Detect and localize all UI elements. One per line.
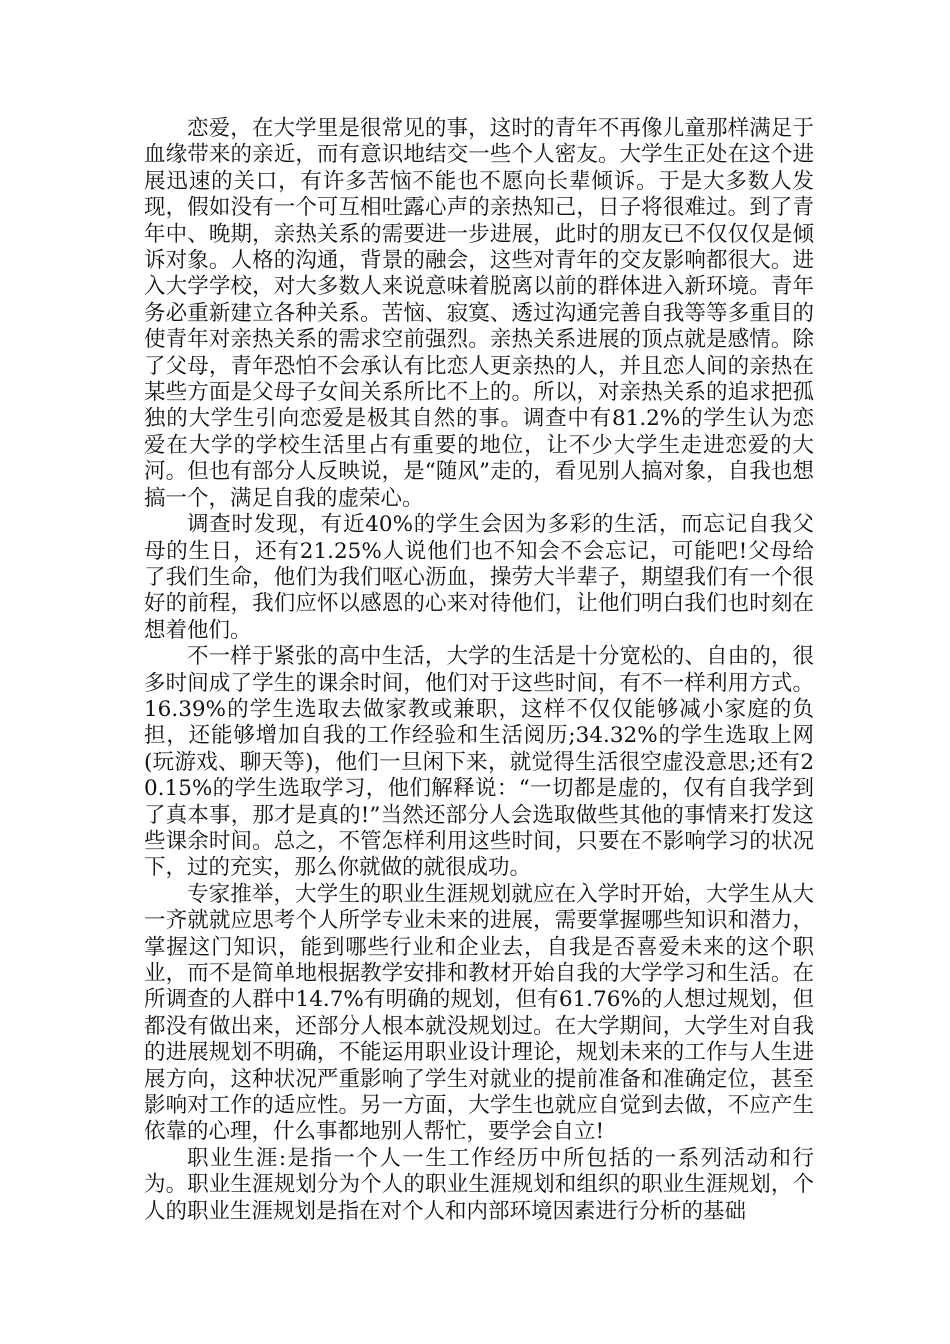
paragraph-career-planning: 专家推举，大学生的职业生涯规划就应在入学时开始，大学生从大一齐就就应思考个人所学专业未来的进展，需要掌握哪些知识和潜力，掌握这门知识，能到哪些行业和企业去，自我是否喜爱未来的这个职业，而不是简单地根据教学安排和教材开始自我的大学学习和生活。在所调查的人群中14.7%有明确的规划，但有61.76%的人想过规划，但都没有做出来，还部分人根本就没规划过。在大学期间，大学生对自我的进展规划不明确，不能运用职业设计理论，规划未来的工作与人生进展方向，这种状况严重影响了学生对就业的提前准备和准确定位，甚至影响对工作的适应性。另一方面，大学生也就应自觉到去做，不应产生依靠的心理，什么事都地别人帮忙，要学会自立! [144,881,814,1145]
document-page [144,116,814,1225]
paragraph-parents-birthday: 调查时发现，有近40%的学生会因为多彩的生活，而忘记自我父母的生日，还有21.25%人说他们也不知会不会忘记，可能吧!父母给了我们生命，他们为我们呕心沥血，操劳大半辈子，期望我们有一个很好的前程，我们应怀以感恩的心来对待他们，让他们明白我们也时刻在想着他们。 [144,512,814,643]
paragraph-romance: 恋爱，在大学里是很常见的事，这时的青年不再像儿童那样满足于血缘带来的亲近，而有意识地结交一些个人密友。大学生正处在这个进展迅速的关口，有许多苦恼不能也不愿向长辈倾诉。于是大多数人发现，假如没有一个可互相吐露心声的亲热知己，日子将很难过。到了青年中、晚期，亲热关系的需要进一步进展，此时的朋友已不仅仅仅是倾诉对象。人格的沟通，背景的融会，这些对青年的交友影响都很大。进入大学学校，对大多数人来说意味着脱离以前的群体进入新环境。青年务必重新建立各种关系。苦恼、寂寞、透过沟通完善自我等等多重目的使青年对亲热关系的需求空前强烈。亲热关系进展的顶点就是感情。除了父母，青年恐怕不会承认有比恋人更亲热的人，并且恋人间的亲热在某些方面是父母子女间关系所比不上的。所以，对亲热关系的追求把孤独的大学生引向恋爱是极其自然的事。调查中有81.2%的学生认为恋爱在大学的学校生活里占有重要的地位，让不少大学生走进恋爱的大河。但也有部分人反映说，是“随风”走的，看见别人搞对象，自我也想搞一个，满足自我的虚荣心。 [144,116,814,511]
paragraph-spare-time: 不一样于紧张的高中生活，大学的生活是十分宽松的、自由的，很多时间成了学生的课余时间，他们对于这些时间，有不一样利用方式。16.39%的学生选取去做家教或兼职，这样不仅仅能够减小家庭的负担，还能够增加自我的工作经验和生活阅历;34.32%的学生选取上网(玩游戏、聊天等)，他们一旦闲下来，就觉得生活很空虚没意思;还有20.15%的学生选取学习，他们解释说：“一切都是虚的，仅有自我学到了真本事，那才是真的!”当然还部分人会选取做些其他的事情来打发这些课余时间。总之，不管怎样利用这些时间，只要在不影响学习的状况下，过的充实，那么你就做的就很成功。 [144,644,814,881]
paragraph-career-definition: 职业生涯:是指一个人一生工作经历中所包括的一系列活动和行为。职业生涯规划分为个人的职业生涯规划和组织的职业生涯规划，个人的职业生涯规划是指在对个人和内部环境因素进行分析的基础 [144,1145,814,1224]
